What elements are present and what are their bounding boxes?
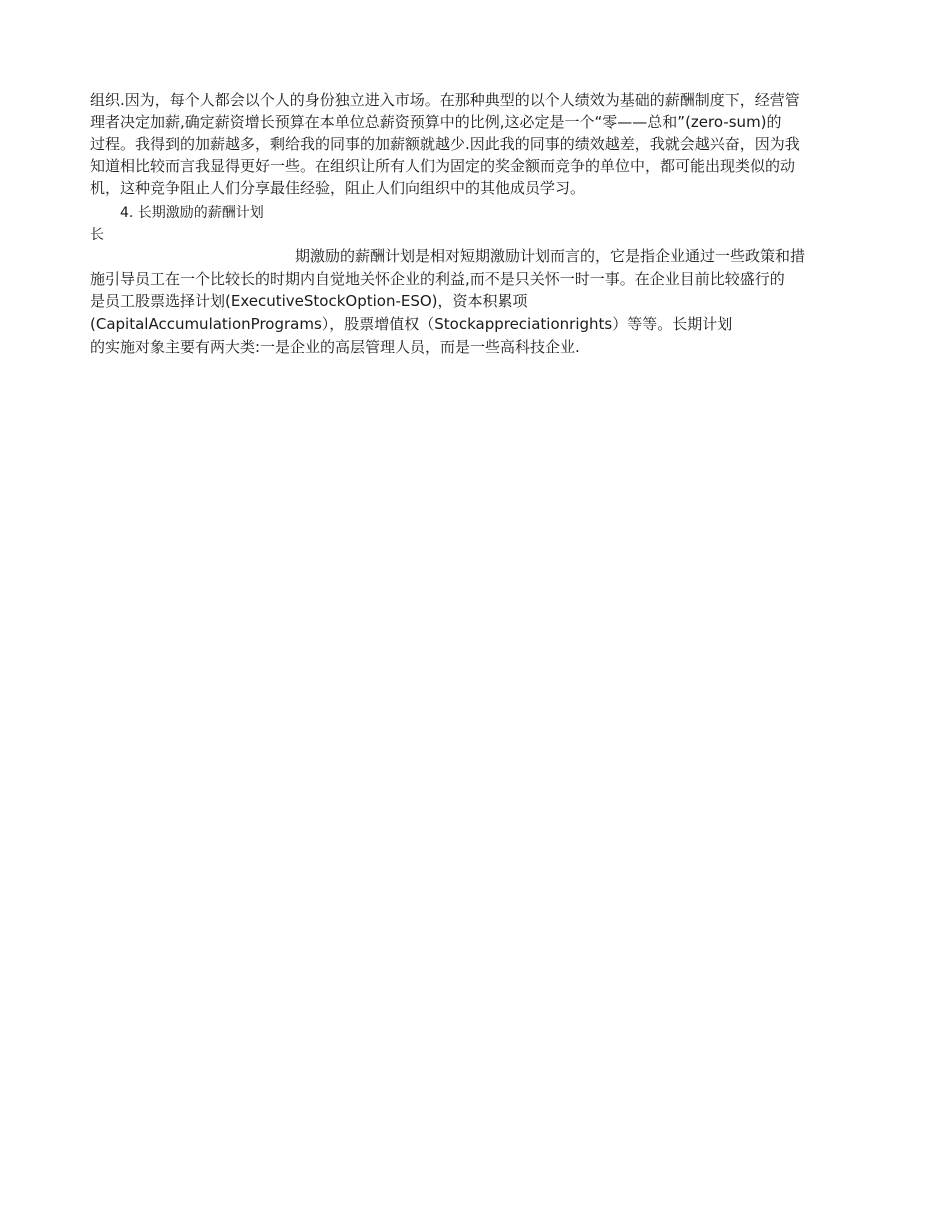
paragraph-1-line-1: 组织.因为，每个人都会以个人的身份独立进入市场。在那种典型的以个人绩效为基础的薪酬制度下，经营管 — [90, 91, 800, 109]
paragraph-2-line-4: (CapitalAccumulationPrograms），股票增值权（Stockappreciationrights）等等。长期计划 — [90, 315, 733, 333]
paragraph-2-line-2: 施引导员工在一个比较长的时期内自觉地关怀企业的利益,而不是只关怀一时一事。在企业目前比较盛行的 — [90, 270, 785, 288]
paragraph-2-line-3: 是员工股票选择计划(ExecutiveStockOption-ESO)，资本积累项 — [90, 292, 528, 310]
paragraph-1-line-5: 机，这种竞争阻止人们分享最佳经验，阻止人们向组织中的其他成员学习。 — [90, 179, 586, 197]
paragraph-2-line-5: 的实施对象主要有两大类:一是企业的高层管理人员，而是一些高科技企业. — [90, 338, 580, 356]
paragraph-2-line-1: 期激励的薪酬计划是相对短期激励计划而言的，它是指企业通过一些政策和措 — [295, 247, 806, 265]
paragraph-2-first-char: 长 — [90, 227, 104, 243]
section-heading-4: 4. 长期激励的薪酬计划 — [120, 205, 264, 221]
paragraph-1-line-2: 理者决定加薪,确定薪资增长预算在本单位总薪资预算中的比例,这必定是一个“零——总和”(zero-sum)的 — [90, 113, 782, 131]
paragraph-1-line-4: 知道相比较而言我显得更好一些。在组织让所有人们为固定的奖金额而竞争的单位中，都可能出现类似的动 — [90, 157, 796, 175]
paragraph-1-line-3: 过程。我得到的加薪越多，剩给我的同事的加薪额就越少.因此我的同事的绩效越差，我就会越兴奋，因为我 — [90, 135, 800, 153]
